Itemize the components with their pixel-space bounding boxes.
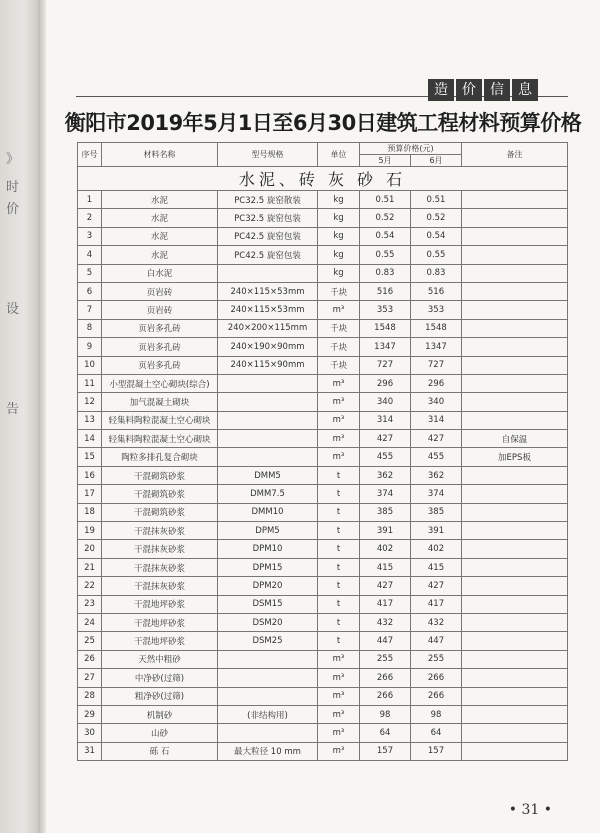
cell-note — [462, 338, 568, 356]
cell-may: 516 — [360, 282, 411, 300]
cell-may: 447 — [360, 632, 411, 650]
cell-note: 自保温 — [462, 430, 568, 448]
cell-may: 0.54 — [360, 227, 411, 245]
cell-name: 干混地坪砂浆 — [102, 632, 218, 650]
cell-unit: t — [318, 522, 360, 540]
cell-may: 98 — [360, 705, 411, 723]
cell-no: 26 — [78, 650, 102, 668]
cell-name: 干混地坪砂浆 — [102, 595, 218, 613]
cell-no: 6 — [78, 282, 102, 300]
cell-june: 0.54 — [411, 227, 462, 245]
cell-name: 天然中粗砂 — [102, 650, 218, 668]
cell-spec — [218, 264, 318, 282]
table-row — [78, 448, 568, 466]
table-row — [78, 282, 568, 300]
cell-june: 727 — [411, 356, 462, 374]
cell-note — [462, 613, 568, 631]
cell-spec — [218, 650, 318, 668]
cell-no: 27 — [78, 669, 102, 687]
cell-no: 3 — [78, 227, 102, 245]
cell-no: 28 — [78, 687, 102, 705]
cell-june: 64 — [411, 724, 462, 742]
cell-unit: kg — [318, 227, 360, 245]
table-row — [78, 264, 568, 282]
cell-june: 374 — [411, 485, 462, 503]
cell-name: 水泥 — [102, 246, 218, 264]
header-badge: 造 — [428, 79, 454, 101]
cell-spec: PC32.5 旋窑散装 — [218, 191, 318, 209]
cell-spec: DSM20 — [218, 613, 318, 631]
cell-spec: (非结构用) — [218, 705, 318, 723]
table-row — [78, 246, 568, 264]
cell-note — [462, 356, 568, 374]
cell-no: 17 — [78, 485, 102, 503]
cell-may: 314 — [360, 411, 411, 429]
cell-name: 干混砌筑砂浆 — [102, 503, 218, 521]
cell-no: 12 — [78, 393, 102, 411]
table-row — [78, 301, 568, 319]
table-body — [78, 167, 568, 761]
cell-name: 机制砂 — [102, 705, 218, 723]
cell-unit: m³ — [318, 411, 360, 429]
cell-june: 340 — [411, 393, 462, 411]
cell-may: 432 — [360, 613, 411, 631]
cell-unit: m³ — [318, 650, 360, 668]
table-row — [78, 613, 568, 631]
table-row — [78, 430, 568, 448]
cell-no: 8 — [78, 319, 102, 337]
cell-spec: 最大粒径 10 mm — [218, 742, 318, 760]
cell-may: 0.83 — [360, 264, 411, 282]
cell-june: 157 — [411, 742, 462, 760]
cell-note — [462, 503, 568, 521]
cell-may: 296 — [360, 374, 411, 392]
header-name: 材料名称 — [102, 143, 218, 167]
cell-no: 1 — [78, 191, 102, 209]
cell-june: 0.52 — [411, 209, 462, 227]
cell-note — [462, 577, 568, 595]
cell-note — [462, 282, 568, 300]
table-row — [78, 191, 568, 209]
cell-note — [462, 485, 568, 503]
cell-may: 64 — [360, 724, 411, 742]
category-row — [78, 167, 568, 191]
cell-note — [462, 227, 568, 245]
cell-name: 干混抹灰砂浆 — [102, 558, 218, 576]
left-page-glyph: 价 — [6, 202, 20, 217]
cell-may: 391 — [360, 522, 411, 540]
cell-no: 31 — [78, 742, 102, 760]
cell-no: 19 — [78, 522, 102, 540]
cell-may: 1347 — [360, 338, 411, 356]
cell-june: 402 — [411, 540, 462, 558]
header-seq: 序号 — [78, 143, 102, 167]
cell-no: 11 — [78, 374, 102, 392]
cell-may: 427 — [360, 577, 411, 595]
cell-name: 白水泥 — [102, 264, 218, 282]
table-row — [78, 338, 568, 356]
cell-no: 18 — [78, 503, 102, 521]
cell-spec: DMM5 — [218, 466, 318, 484]
cell-note — [462, 650, 568, 668]
cell-may: 0.52 — [360, 209, 411, 227]
header-badge: 信 — [484, 79, 510, 101]
cell-unit: t — [318, 540, 360, 558]
table-row — [78, 705, 568, 723]
cell-june: 0.83 — [411, 264, 462, 282]
cell-name: 小型混凝土空心砌块(综合) — [102, 374, 218, 392]
cell-no: 25 — [78, 632, 102, 650]
cell-may: 385 — [360, 503, 411, 521]
cell-unit: m³ — [318, 742, 360, 760]
cell-name: 干混砌筑砂浆 — [102, 485, 218, 503]
cell-spec: DPM20 — [218, 577, 318, 595]
cell-unit: 千块 — [318, 338, 360, 356]
cell-may: 415 — [360, 558, 411, 576]
cell-name: 粗净砂(过筛) — [102, 687, 218, 705]
table-row — [78, 227, 568, 245]
cell-spec: DPM5 — [218, 522, 318, 540]
cell-spec: DSM15 — [218, 595, 318, 613]
cell-may: 362 — [360, 466, 411, 484]
table-row — [78, 485, 568, 503]
cell-unit: kg — [318, 209, 360, 227]
cell-name: 干混地坪砂浆 — [102, 613, 218, 631]
cell-note — [462, 264, 568, 282]
page-number: • 31 • — [508, 802, 552, 818]
cell-june: 427 — [411, 577, 462, 595]
cell-name: 轻集料陶粒混凝土空心砌块 — [102, 411, 218, 429]
cell-spec: DPM10 — [218, 540, 318, 558]
cell-unit: m³ — [318, 705, 360, 723]
cell-may: 427 — [360, 430, 411, 448]
cell-note — [462, 246, 568, 264]
cell-spec — [218, 448, 318, 466]
header-note: 备注 — [462, 143, 568, 167]
cell-name: 水泥 — [102, 209, 218, 227]
cell-no: 20 — [78, 540, 102, 558]
left-page-glyph: 设 — [6, 302, 20, 317]
table-row — [78, 466, 568, 484]
cell-unit: kg — [318, 246, 360, 264]
table-row — [78, 522, 568, 540]
cell-note — [462, 724, 568, 742]
cell-unit: t — [318, 558, 360, 576]
cell-no: 4 — [78, 246, 102, 264]
cell-spec — [218, 724, 318, 742]
price-table — [77, 142, 568, 761]
cell-june: 1347 — [411, 338, 462, 356]
cell-no: 30 — [78, 724, 102, 742]
cell-may: 266 — [360, 669, 411, 687]
cell-note — [462, 632, 568, 650]
cell-name: 水泥 — [102, 227, 218, 245]
cell-unit: t — [318, 577, 360, 595]
cell-no: 5 — [78, 264, 102, 282]
cell-name: 页岩多孔砖 — [102, 356, 218, 374]
table-row — [78, 650, 568, 668]
cell-may: 157 — [360, 742, 411, 760]
cell-spec: 240×115×53mm — [218, 301, 318, 319]
cell-unit: t — [318, 485, 360, 503]
table-row — [78, 393, 568, 411]
cell-spec: PC32.5 旋窑包装 — [218, 209, 318, 227]
cell-no: 21 — [78, 558, 102, 576]
cell-no: 14 — [78, 430, 102, 448]
cell-spec: 240×115×53mm — [218, 282, 318, 300]
cell-name: 页岩多孔砖 — [102, 338, 218, 356]
left-facing-page — [0, 0, 40, 833]
cell-note — [462, 411, 568, 429]
cell-name: 干混砌筑砂浆 — [102, 466, 218, 484]
cell-name: 水泥 — [102, 191, 218, 209]
header-price-group: 预算价格(元) — [360, 143, 462, 155]
cell-note — [462, 669, 568, 687]
cell-spec: DMM7.5 — [218, 485, 318, 503]
cell-note — [462, 705, 568, 723]
cell-name: 轻集料陶粒混凝土空心砌块 — [102, 430, 218, 448]
header-unit: 单位 — [318, 143, 360, 167]
cell-note — [462, 393, 568, 411]
table-row — [78, 356, 568, 374]
table-row — [78, 209, 568, 227]
cell-spec — [218, 687, 318, 705]
cell-june: 266 — [411, 669, 462, 687]
table-row — [78, 503, 568, 521]
cell-note — [462, 209, 568, 227]
cell-note — [462, 558, 568, 576]
left-page-glyph: 时 — [6, 180, 20, 195]
document-page — [46, 0, 600, 833]
cell-spec — [218, 669, 318, 687]
cell-note — [462, 301, 568, 319]
cell-june: 98 — [411, 705, 462, 723]
cell-name: 干混抹灰砂浆 — [102, 540, 218, 558]
cell-june: 455 — [411, 448, 462, 466]
header-badge: 息 — [512, 79, 538, 101]
cell-note — [462, 374, 568, 392]
cell-spec: PC42.5 旋窑包装 — [218, 246, 318, 264]
page-title: 衡阳市2019年5月1日至6月30日建筑工程材料预算价格 — [64, 111, 582, 135]
cell-june: 432 — [411, 613, 462, 631]
cell-note — [462, 191, 568, 209]
cell-no: 13 — [78, 411, 102, 429]
category-label: 水泥、砖 灰 砂 石 — [78, 167, 568, 191]
cell-june: 1548 — [411, 319, 462, 337]
cell-spec: PC42.5 旋窑包装 — [218, 227, 318, 245]
cell-note — [462, 466, 568, 484]
cell-unit: t — [318, 595, 360, 613]
cell-spec: DSM25 — [218, 632, 318, 650]
cell-may: 266 — [360, 687, 411, 705]
cell-note: 加EPS板 — [462, 448, 568, 466]
cell-june: 415 — [411, 558, 462, 576]
cell-spec — [218, 430, 318, 448]
cell-note — [462, 522, 568, 540]
cell-spec: DMM10 — [218, 503, 318, 521]
cell-name: 干混抹灰砂浆 — [102, 577, 218, 595]
cell-unit: m³ — [318, 393, 360, 411]
cell-spec — [218, 374, 318, 392]
cell-no: 22 — [78, 577, 102, 595]
cell-june: 314 — [411, 411, 462, 429]
left-page-glyph: 告 — [6, 402, 20, 417]
table-row — [78, 742, 568, 760]
cell-june: 255 — [411, 650, 462, 668]
cell-may: 340 — [360, 393, 411, 411]
cell-name: 干混抹灰砂浆 — [102, 522, 218, 540]
header-badge: 价 — [456, 79, 482, 101]
cell-no: 29 — [78, 705, 102, 723]
cell-june: 447 — [411, 632, 462, 650]
cell-unit: t — [318, 503, 360, 521]
cell-spec — [218, 393, 318, 411]
table-row — [78, 319, 568, 337]
cell-unit: t — [318, 466, 360, 484]
cell-may: 374 — [360, 485, 411, 503]
table-row — [78, 632, 568, 650]
cell-june: 0.51 — [411, 191, 462, 209]
table-row — [78, 687, 568, 705]
cell-june: 266 — [411, 687, 462, 705]
cell-may: 353 — [360, 301, 411, 319]
cell-name: 砾 石 — [102, 742, 218, 760]
cell-june: 391 — [411, 522, 462, 540]
cell-name: 中净砂(过筛) — [102, 669, 218, 687]
table-row — [78, 669, 568, 687]
cell-name: 页岩砖 — [102, 301, 218, 319]
cell-unit: kg — [318, 264, 360, 282]
cell-no: 2 — [78, 209, 102, 227]
cell-june: 516 — [411, 282, 462, 300]
cell-name: 陶粒多排孔复合砌块 — [102, 448, 218, 466]
header-june: 6月 — [411, 155, 462, 167]
header-spec: 型号规格 — [218, 143, 318, 167]
table-row — [78, 595, 568, 613]
cell-june: 417 — [411, 595, 462, 613]
cell-no: 24 — [78, 613, 102, 631]
cell-june: 427 — [411, 430, 462, 448]
cell-spec: 240×115×90mm — [218, 356, 318, 374]
cell-may: 402 — [360, 540, 411, 558]
cell-unit: kg — [318, 191, 360, 209]
table-row — [78, 558, 568, 576]
cell-name: 页岩多孔砖 — [102, 319, 218, 337]
cell-unit: m³ — [318, 301, 360, 319]
table-header — [78, 143, 568, 167]
cell-unit: m³ — [318, 724, 360, 742]
cell-may: 0.55 — [360, 246, 411, 264]
cell-note — [462, 595, 568, 613]
cell-unit: t — [318, 613, 360, 631]
cell-unit: m³ — [318, 669, 360, 687]
cell-may: 0.51 — [360, 191, 411, 209]
cell-june: 385 — [411, 503, 462, 521]
cell-note — [462, 540, 568, 558]
cell-unit: t — [318, 632, 360, 650]
cell-no: 15 — [78, 448, 102, 466]
cell-spec: DPM15 — [218, 558, 318, 576]
cell-unit: 千块 — [318, 282, 360, 300]
table-row — [78, 411, 568, 429]
cell-no: 23 — [78, 595, 102, 613]
cell-june: 353 — [411, 301, 462, 319]
cell-spec: 240×200×115mm — [218, 319, 318, 337]
table-row — [78, 540, 568, 558]
cell-unit: m³ — [318, 430, 360, 448]
header-may: 5月 — [360, 155, 411, 167]
cell-note — [462, 742, 568, 760]
cell-unit: m³ — [318, 448, 360, 466]
cell-may: 1548 — [360, 319, 411, 337]
cell-note — [462, 319, 568, 337]
cell-may: 455 — [360, 448, 411, 466]
cell-name: 加气混凝土砌块 — [102, 393, 218, 411]
cell-spec: 240×190×90mm — [218, 338, 318, 356]
cell-unit: 千块 — [318, 319, 360, 337]
cell-no: 9 — [78, 338, 102, 356]
cell-spec — [218, 411, 318, 429]
cell-no: 10 — [78, 356, 102, 374]
table-row — [78, 374, 568, 392]
cell-may: 727 — [360, 356, 411, 374]
cell-june: 362 — [411, 466, 462, 484]
cell-name: 山砂 — [102, 724, 218, 742]
cell-unit: m³ — [318, 374, 360, 392]
cell-june: 0.55 — [411, 246, 462, 264]
cell-name: 页岩砖 — [102, 282, 218, 300]
cell-june: 296 — [411, 374, 462, 392]
cell-unit: m³ — [318, 687, 360, 705]
cell-no: 7 — [78, 301, 102, 319]
cell-unit: 千块 — [318, 356, 360, 374]
cell-no: 16 — [78, 466, 102, 484]
cell-may: 255 — [360, 650, 411, 668]
cell-note — [462, 687, 568, 705]
table-row — [78, 577, 568, 595]
left-page-glyph: 》 — [6, 152, 20, 167]
table-row — [78, 724, 568, 742]
cell-may: 417 — [360, 595, 411, 613]
